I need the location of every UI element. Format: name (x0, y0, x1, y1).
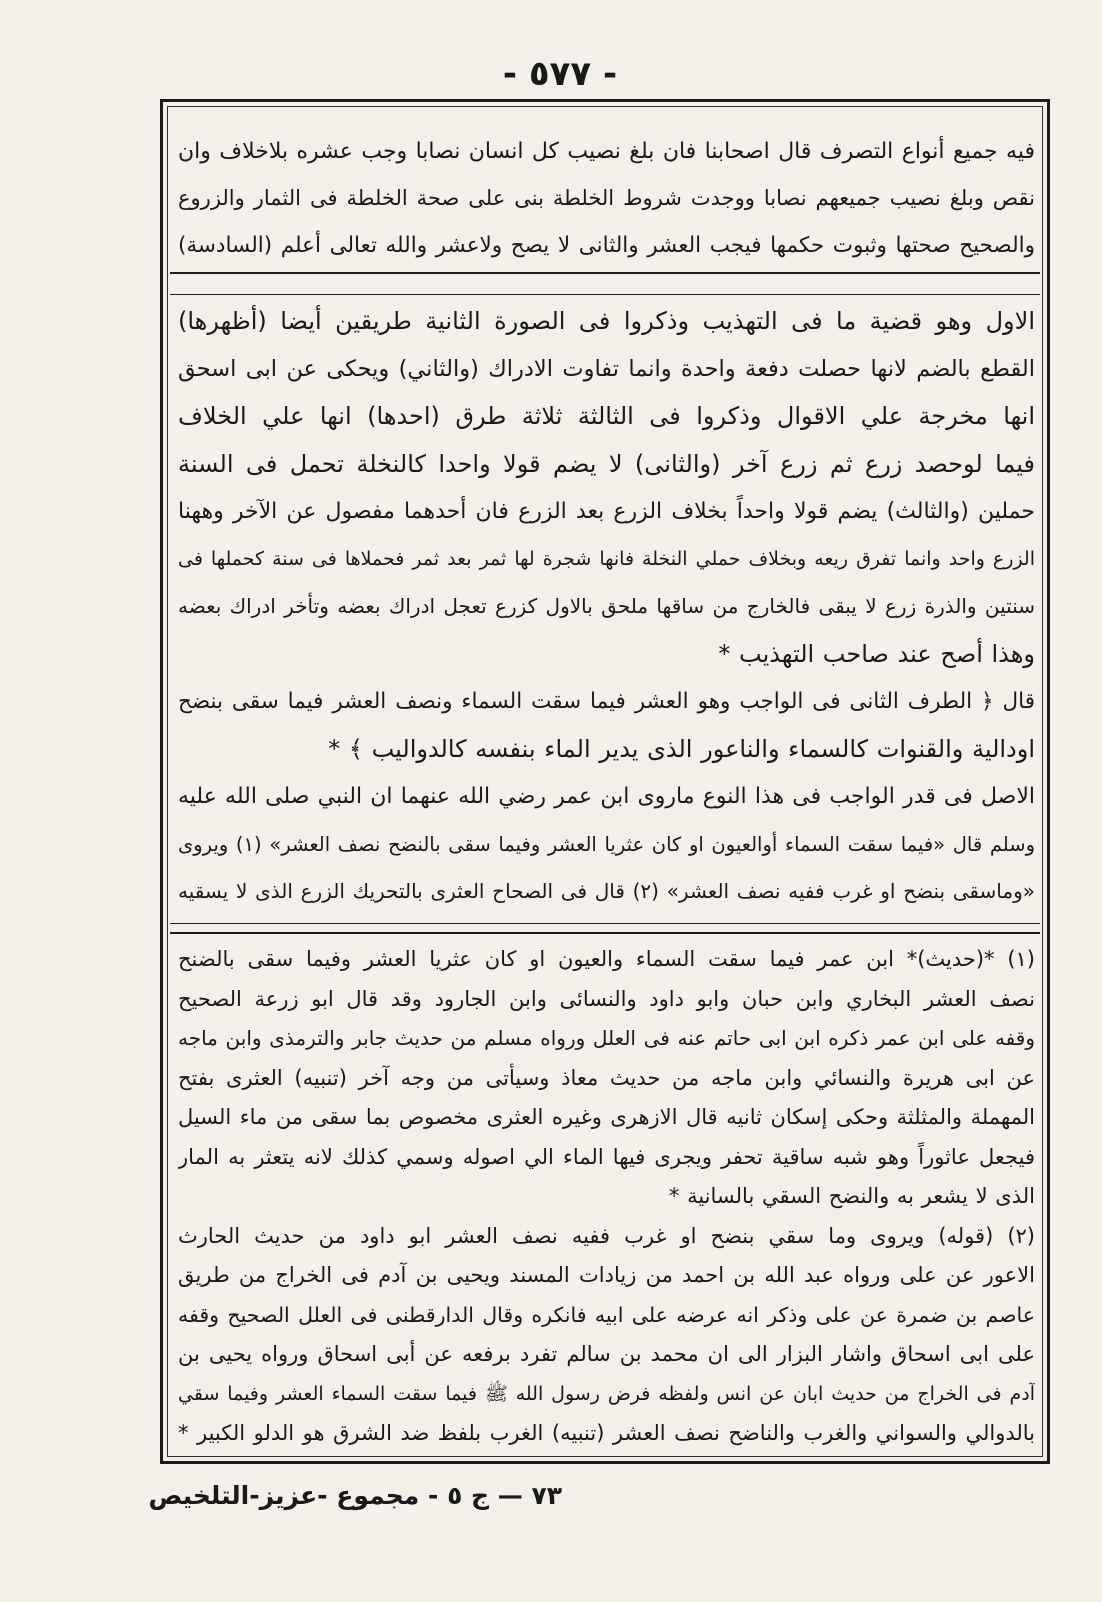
text-line: الاصل فى قدر الواجب فى هذا النوع ماروى ابن عمر رضي الله عنهما ان النبي صلى الله عليه (178, 784, 1035, 809)
text-line: والصحيح صحتها وثبوت حكمها فيجب العشر والثانى لا يصح ولاعشر والله تعالى أعلم (السادسة) (178, 233, 1035, 258)
footnote-line: (١) *(حديث)* ابن عمر فيما سقت السماء والعيون او كان عثريا العشر وفيما سقى بالضنح (178, 947, 1035, 971)
footnote-line: عن ابى هريرة والنسائي وابن ماجه من حديث معاذ وسيأتى من وجه آخر (تنبيه) العثرى بفتح (178, 1065, 1035, 1090)
text-line: وهذا أصح عند صاحب التهذيب * (718, 639, 1035, 668)
footnote-line: فيجعل عاثوراً وهو شبه ساقية تحفر ويجرى فيها الماء الي اصوله وسمي كذلك لانه يتعثر به المار (178, 1144, 1035, 1169)
text-line: نقص وبلغ نصيب جميعهم نصابا ووجدت شروط الخلطة بنى على صحة الخلطة فى الثمار والزروع (178, 186, 1035, 210)
footnote-line: الاعور عن على ورواه عبد الله بن احمد من زيادات المسند ويحيى بن آدم فى الخراج من طريق (178, 1263, 1035, 1287)
text-line: الاول وهو قضية ما فى التهذيب وذكروا فى الصورة الثانية طريقين أيضا (أظهرها) (178, 307, 1035, 335)
page-footer-signature: ٧٣ — ج ٥ - مجموع -عزيز-التلخيص (148, 1481, 562, 1510)
text-line: اودالية والقنوات كالسماء والناعور الذى يدير الماء بنفسه كالدواليب ﴾ * (328, 734, 1035, 763)
footnote-divider (170, 932, 1040, 934)
text-line: حملين (والثالث) يضم قولا واحداً بخلاف الزرع بعد الزرع فان أحدهما مفصول عن الآخر وههنا (178, 499, 1035, 524)
footnote-line: المهملة والمثلثة وحكى إسكان ثانيه قال الازهرى وغيره العثرى مخصوص بما سقى من ماء السيل (178, 1105, 1035, 1129)
text-line: قال ﴿ الطرف الثانى فى الواجب وهو العشر فيما سقت السماء ونصف العشر فيما سقى بنضح (178, 689, 1035, 714)
footnote-line: عاصم بن ضمرة عن على وذكر انه عرضه على ابيه فانكره وقال الدارقطنى فى العلل الصحيح وقفه (178, 1302, 1035, 1327)
text-line: فيه جميع أنواع التصرف قال اصحابنا فان بلغ نصيب كل انسان نصابا وجب عشره بلاخلاف وان (178, 139, 1035, 164)
footnote-line: بالدوالي والسواني والغرب والناضح نصف العشر (تنبيه) الغرب بلفظ ضد الشرق هو الدلو الكبير * (178, 1421, 1035, 1445)
section-divider (170, 272, 1040, 274)
text-line: فيما لوحصد زرع ثم زرع آخر (والثانى) لا يضم قولا واحدا كالنخلة تحمل فى السنة (178, 449, 1035, 478)
text-line: القطع بالضم لانها حصلت دفعة واحدة وانما تفاوت الادراك (والثاني) ويحكى عن ابى اسحق (178, 355, 1035, 382)
text-line: سنتين والذرة زرع لا يبقى فالخارج من ساقها ملحق بالاول كزرع تعجل ادراك بعضه وتأخر ادراك بعضه (178, 594, 1035, 618)
footnote-line: نصف العشر البخاري وابن حبان وابو داود والنسائى وابن الجارود وقد قال ابو زرعة الصحيح (178, 986, 1035, 1011)
text-line: الزرع واحد وانما تفرق ريعه وبخلاف حملي النخلة فانها شجرة لها ثمر بعد ثمر فحملاها فى سنة كحملها فى (178, 547, 1035, 570)
page-number: - ٥٧٧ - (502, 54, 618, 94)
main-text-block (178, 298, 1035, 916)
footnote-divider (170, 923, 1040, 924)
text-line: وسلم قال «فيما سقت السماء أوالعيون او كان عثريا العشر وفيما سقى بالنضح نصف العشر» (١) ويروى (178, 832, 1035, 856)
footnote-line: (٢) (قوله) ويروى وما سقي بنضح او غرب ففيه نصف العشر ابو داود من حديث الحارث (178, 1223, 1035, 1248)
footnote-line: وقفه على ابن عمر ذكره ابن ابى حاتم عنه فى العلل ورواه مسلم من حديث جابر والترمذى وابن ماجه (178, 1026, 1035, 1050)
section-divider (170, 294, 1040, 295)
top-text-block (178, 128, 1035, 269)
text-line: «وماسقى بنضح او غرب ففيه نصف العشر» (٢) قال فى الصحاح العثرى بالتحريك الزرع الذى لا يسقيه (178, 879, 1035, 903)
footnote-line: آدم فى الخراج من حديث ابان عن انس ولفظه فرض رسول الله ﷺ فيما سقت السماء العشر وفيما سقي (178, 1382, 1035, 1405)
footnotes-block (178, 940, 1035, 1454)
footnote-line: على ابى اسحاق واشار البزار الى ان محمد بن سالم تفرد برفعه عن أبى اسحاق ورواه يحيى بن (178, 1342, 1035, 1366)
footnote-line: الذى لا يشعر به والنضح السقي بالسانية * (668, 1184, 1035, 1208)
text-line: انها مخرجة علي الاقوال وذكروا فى الثالثة ثلاثة طرق (احدها) انها علي الخلاف (178, 402, 1035, 430)
